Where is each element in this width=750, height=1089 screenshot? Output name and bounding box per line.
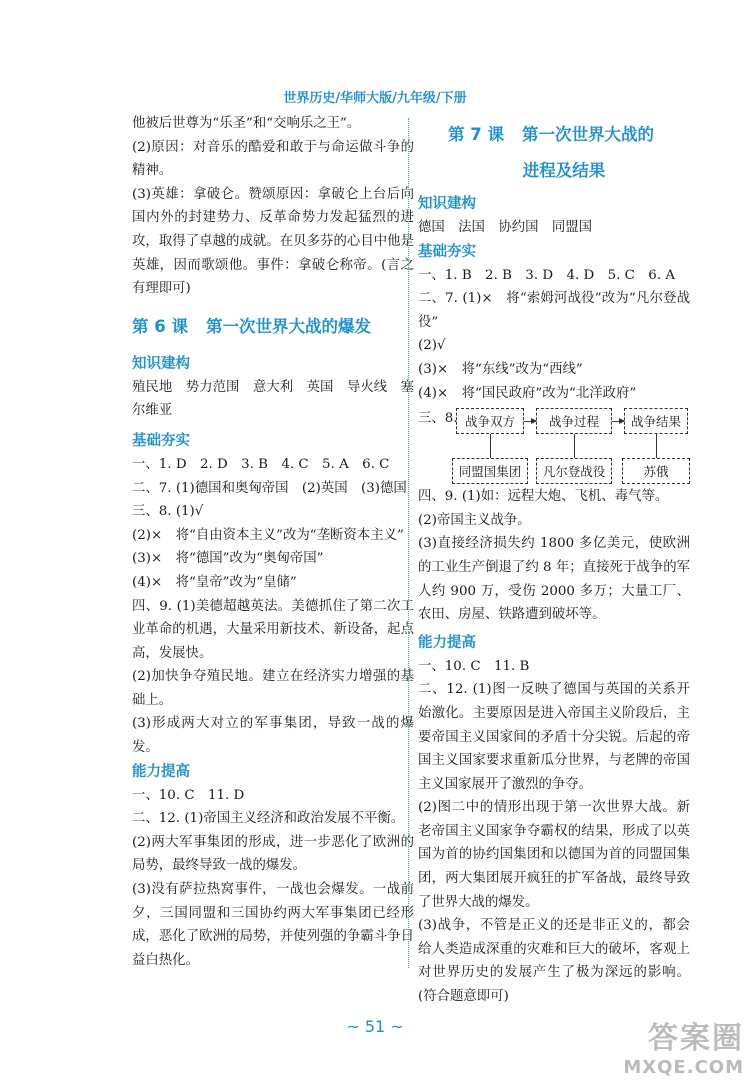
page-header: 世界历史/华师大版/九年级/下册: [283, 91, 467, 106]
connector-result: [656, 434, 657, 458]
box-war-result: 战争结果: [624, 408, 688, 434]
carry-line-3: (3)英雄：拿破仑。赞颂原因：拿破仑上台后向国内外的封建势力、反革命势力发起猛烈的进攻，取得了卓越的成就。在贝多芬的心目中他是英雄，因而歌颂他。事件：拿破仑称帝。(言之有理即可): [132, 186, 414, 297]
section-basic-right: 基础夯实: [418, 243, 476, 260]
lesson-6-number: 第 6 课: [132, 316, 188, 336]
basic-right-7: (2)帝国主义战争。: [418, 512, 531, 528]
basic-left-7: 四、9. (1)美德超越英法。美德抓住了第二次工业革命的机遇，大量采用新技术、新设备，起点高，发展快。: [132, 598, 414, 661]
section-knowledge-right: 知识建构: [418, 196, 476, 212]
basic-right-2: 二、7. (1)× 将“索姆河战役”改为“凡尔登战役”: [418, 291, 690, 330]
knowledge-right-body: 德国 法国 协约国 同盟国: [418, 220, 593, 235]
basic-left-8: (2)加快争夺殖民地。建立在经济实力增强的基础上。: [132, 669, 414, 708]
page-number: ~ 51 ~: [346, 1017, 404, 1036]
basic-left-4: (2)× 将“自由资本主义”改为“垄断资本主义”: [132, 527, 404, 543]
lesson-7-number: 第 7 课: [448, 125, 504, 144]
lesson-7-heading: [418, 122, 690, 148]
basic-right-3: (2)√: [418, 338, 446, 354]
basic-right-8: (3)直接经济损失约 1800 多亿美元，使欧洲的工业生产倒退了约 8 年；直接死于战争的军人约 900 万，受伤 2000 多万；大量工厂、农田、房屋、铁路遭到破坏等。: [418, 536, 690, 623]
left-column: [132, 112, 414, 972]
ability-right-4: (3)战争，不管是正义的还是非正义的，都会给人类造成深重的灾难和巨大的破坏，客观上对世界历史的发展产生了极为深远的影响。(符合题意即可): [418, 918, 690, 1005]
arrow-process-to-result: [612, 421, 624, 422]
carry-line-1: 他被后世尊为“乐圣”和“交响乐之王”。: [132, 116, 361, 131]
right-column: [418, 112, 690, 1009]
connector-process: [574, 434, 575, 458]
lesson-6-heading: [132, 314, 414, 340]
war-structure-diagram: [418, 407, 690, 485]
watermark-top: 答案圈: [648, 1021, 744, 1056]
ability-right-1: 一、10. C 11. B: [418, 658, 530, 674]
carry-line-2: (2)原因：对音乐的酷爱和敢于与命运做斗争的精神。: [132, 139, 414, 179]
basic-right-5: (4)× 将“国民政府”改为“北洋政府”: [418, 385, 637, 401]
box-verdun: 凡尔登战役: [536, 458, 612, 484]
ability-left-1: 一、10. C 11. D: [132, 787, 245, 803]
section-ability-left: 能力提高: [132, 763, 190, 780]
column-divider: [408, 118, 409, 968]
ability-right-2: 二、12. (1)图一反映了德国与英国的关系开始激化。主要原因是进入帝国主义阶段后，主要帝国主义国家间的矛盾十分尖锐。后起的帝国主义国家要求重新瓜分世界，与老牌的帝国主义国家展开了激烈的争夺。: [418, 682, 690, 792]
ability-left-3: (2)两大军事集团的形成，进一步恶化了欧洲的局势，最终导致一战的爆发。: [132, 834, 414, 874]
lesson-6-title: 第一次世界大战的爆发: [205, 316, 371, 336]
basic-left-1: 一、1. D 2. D 3. B 4. C 5. A 6. C: [132, 456, 390, 472]
ability-right-3: (2)图二中的情形出现于第一次世界大战。新老帝国主义国家争夺霸权的结果，形成了以英国为首的协约国集团和以德国为首的同盟国集团，两大集团展开疯狂的扩军备战，最终导致了世界大战的爆发。: [418, 800, 690, 910]
box-war-process: 战争过程: [536, 408, 612, 434]
basic-left-2: 二、7. (1)德国和奥匈帝国 (2)英国 (3)德国: [132, 480, 407, 496]
arrow-parties-to-process: [524, 421, 536, 422]
basic-left-6: (4)× 将“皇帝”改为“皇储”: [132, 574, 297, 590]
lesson-7-title-line2: 进程及结果: [522, 161, 606, 180]
diagram-question-label: 三、8.: [418, 411, 458, 427]
ability-left-4: (3)没有萨拉热窝事件，一战也会爆发。一战前夕，三国同盟和三国协约两大军事集团已经形成，恶化了欧洲的局势，并使列强的争霸斗争日益白热化。: [132, 882, 414, 968]
basic-left-3: 三、8. (1)√: [132, 504, 204, 520]
basic-right-1: 一、1. B 2. B 3. D 4. D 5. C 6. A: [418, 267, 675, 283]
box-central-powers: 同盟国集团: [452, 458, 528, 484]
section-basic-left: 基础夯实: [132, 432, 190, 449]
knowledge-left-body: 殖民地 势力范围 意大利 英国 导火线 塞尔维亚: [132, 379, 414, 419]
section-knowledge-left: 知识建构: [132, 355, 190, 372]
lesson-7-title-line1: 第一次世界大战的: [521, 125, 654, 144]
site-watermark: [594, 1021, 744, 1085]
basic-right-4: (3)× 将“东线”改为“西线”: [418, 361, 583, 377]
watermark-bottom: MXQE.COM: [623, 1057, 744, 1078]
basic-right-6: 四、9. (1)如：远程大炮、飞机、毒气等。: [418, 489, 669, 505]
section-ability-right: 能力提高: [418, 634, 476, 651]
box-war-parties: 战争双方: [456, 408, 524, 434]
basic-left-5: (3)× 将“德国”改为“奥匈帝国”: [132, 551, 324, 567]
ability-left-2: 二、12. (1)帝国主义经济和政治发展不平衡。: [132, 811, 405, 827]
box-soviet-russia: 苏俄: [622, 458, 690, 484]
basic-left-9: (3)形成两大对立的军事集团，导致一战的爆发。: [132, 716, 414, 756]
connector-parties: [490, 434, 491, 458]
